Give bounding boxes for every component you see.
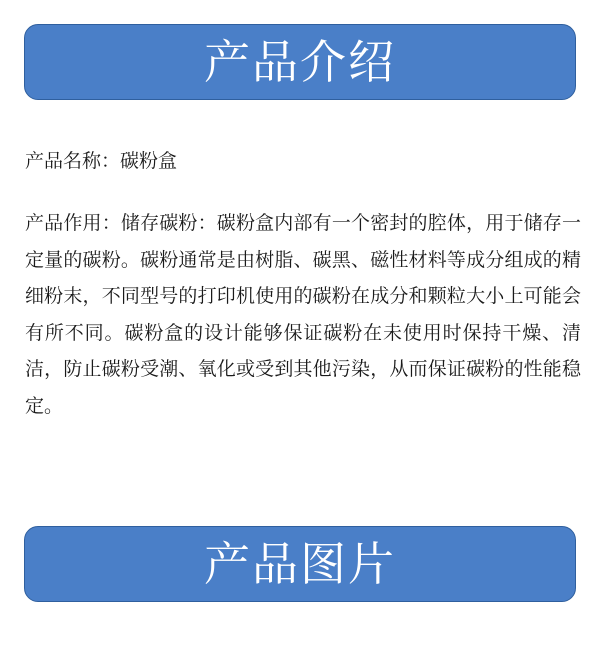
product-pictures-banner [24,526,576,602]
product-intro-banner [24,24,576,100]
product-name-label: 产品名称： [25,150,121,172]
product-pictures-title: 产品图片 [204,537,396,591]
product-function-paragraph [25,205,581,424]
product-intro-title: 产品介绍 [204,35,396,89]
product-name-line [25,146,177,176]
product-function-text: 储存碳粉：碳粉盒内部有一个密封的腔体，用于储存一定量的碳粉。碳粉通常是由树脂、碳黑、磁性材料等成分组成的精细粉末，不同型号的打印机使用的碳粉在成分和颗粒大小上可能会有所不同。碳粉盒的设计能够保证碳粉在未使用时保持干燥、清洁，防止碳粉受潮、氧化或受到其他污染，从而保证碳粉的性能稳定。 [25,212,581,417]
product-name-value: 碳粉盒 [120,150,178,172]
product-function-label: 产品作用： [25,212,121,234]
